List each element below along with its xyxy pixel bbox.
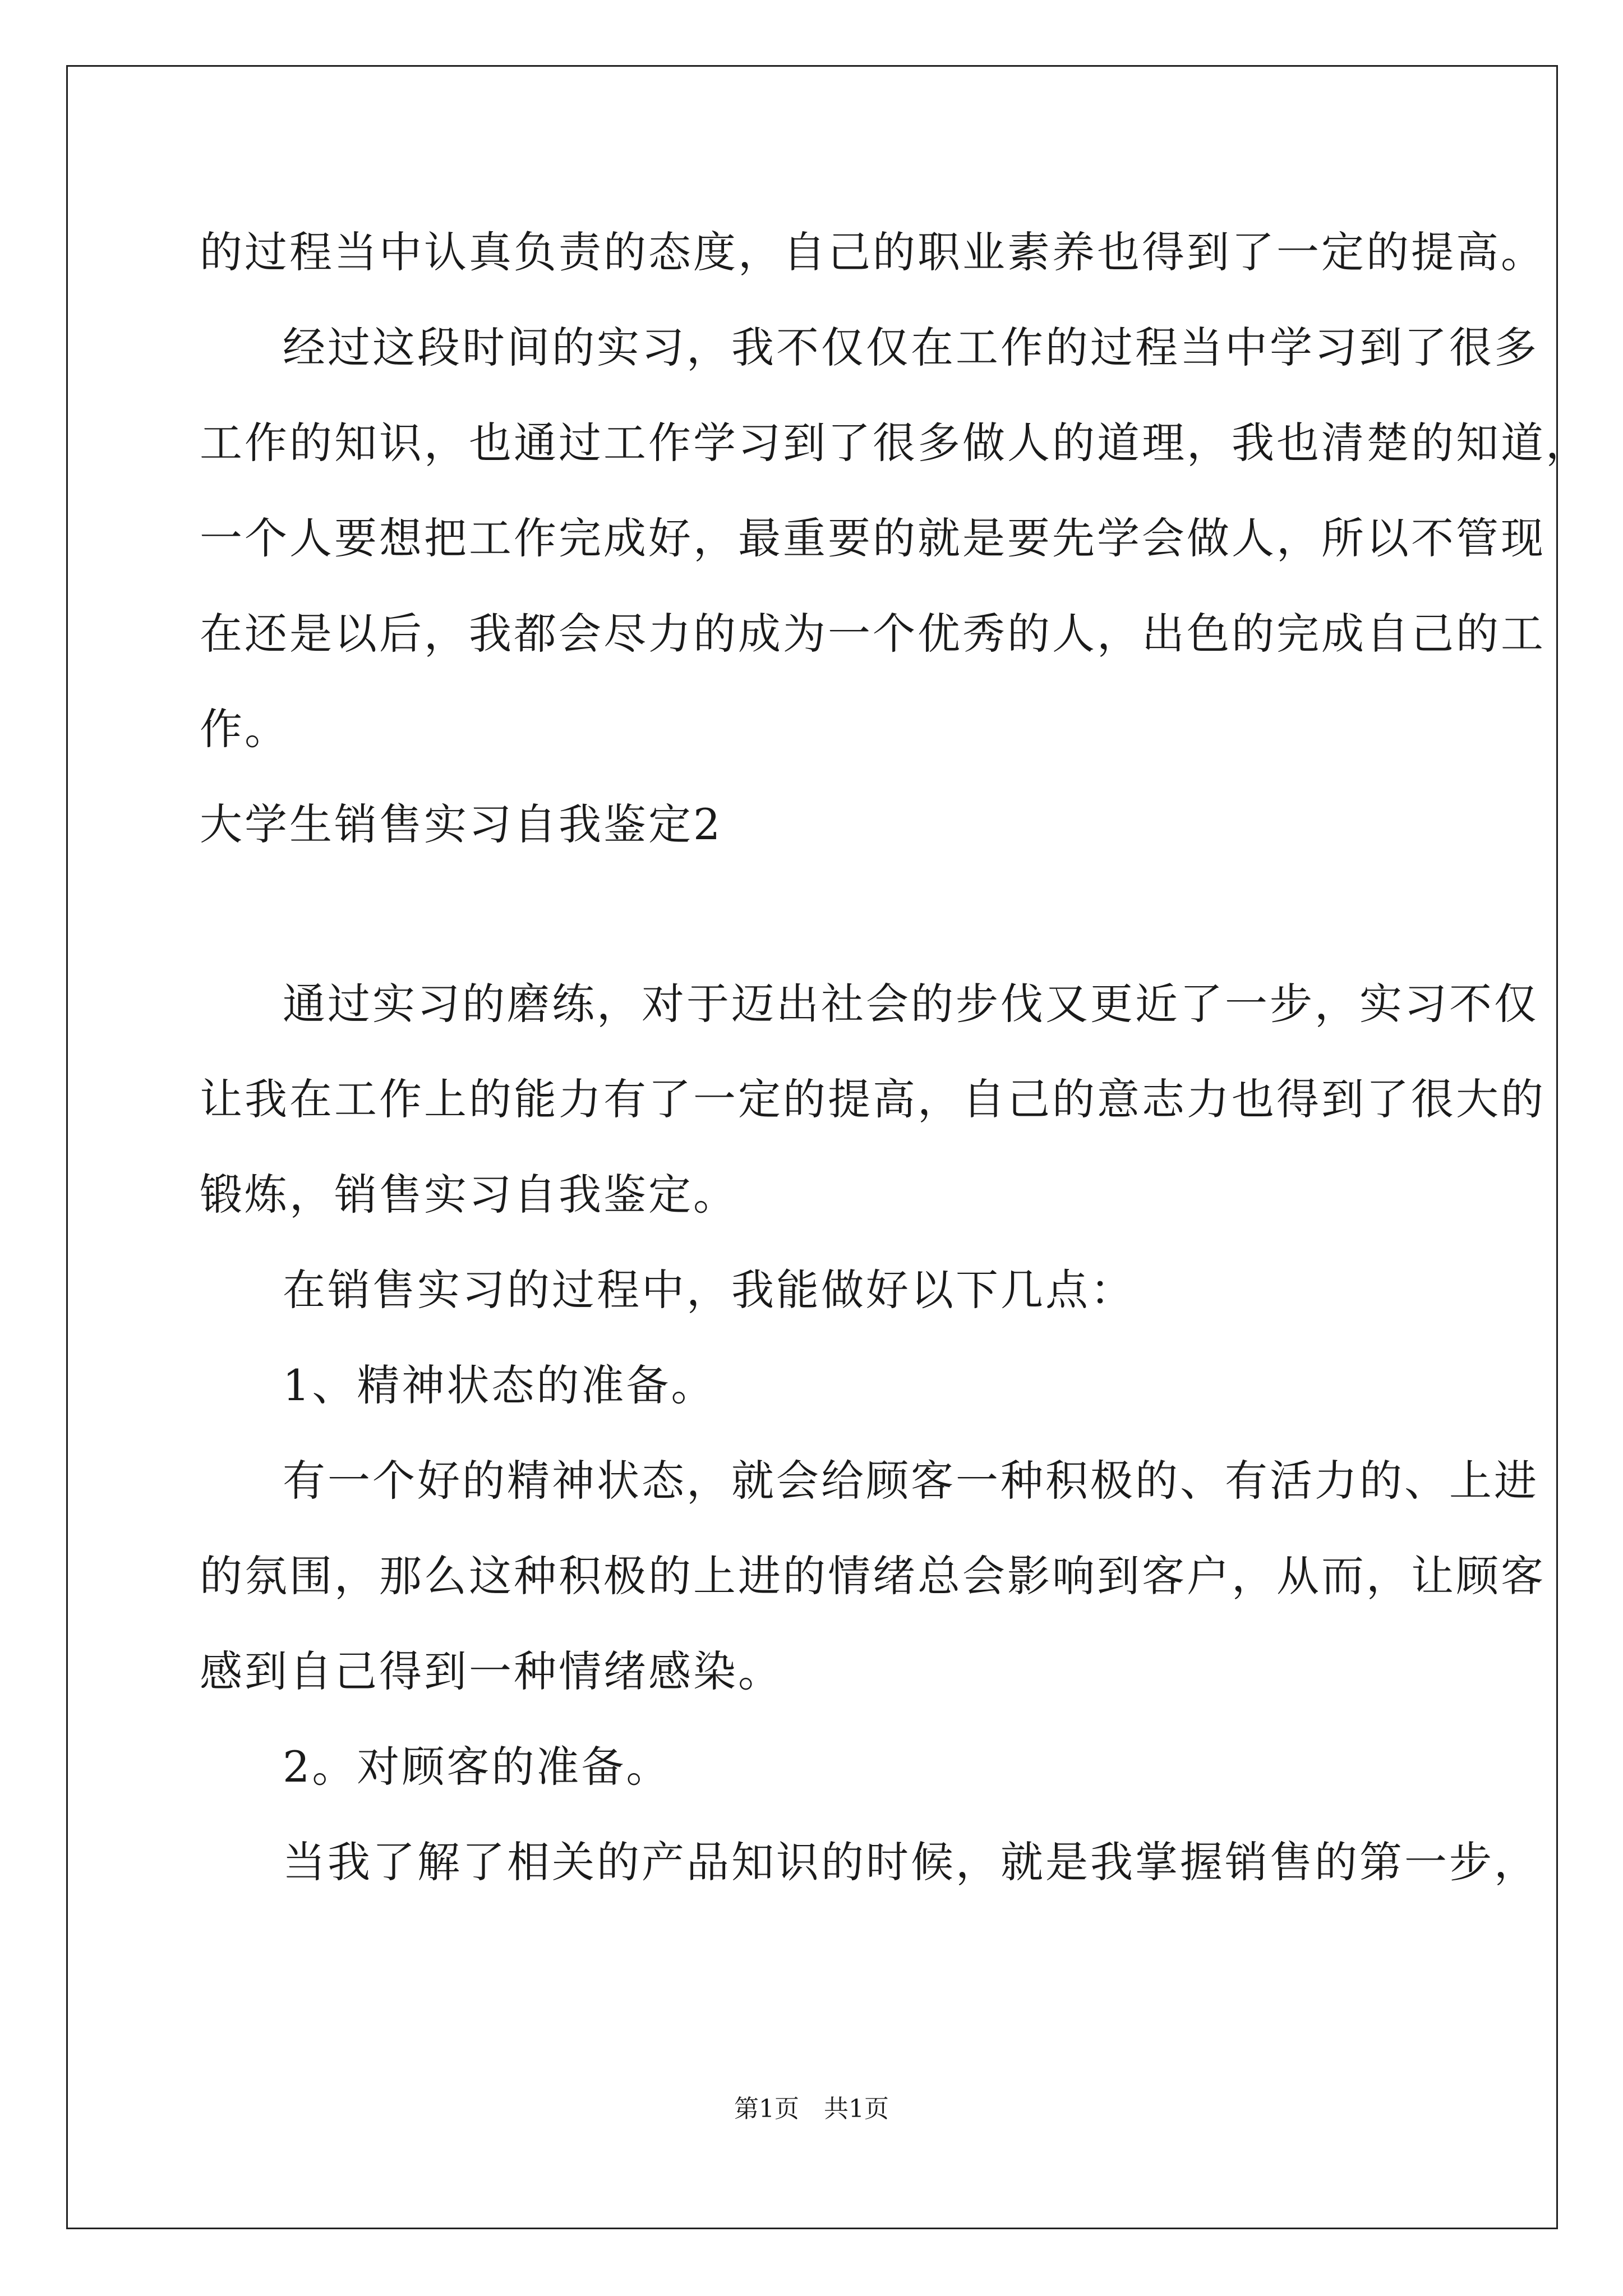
paragraph-first-line: 经过这段时间的实习，我不仅仅在工作的过程当中学习到了很多 (283, 323, 1539, 372)
body-line: 感到自己得到一种情绪感染。 (200, 1646, 783, 1696)
list-item-heading: 2。对顾客的准备。 (283, 1742, 671, 1792)
body-line: 在还是以后，我都会尽力的成为一个优秀的人，出色的完成自己的工 (200, 609, 1546, 659)
body-line: 的氛围，那么这种积极的上进的情绪总会影响到客户，从而，让顾客 (200, 1551, 1546, 1601)
body-line: 让我在工作上的能力有了一定的提高，自己的意志力也得到了很大的 (200, 1074, 1546, 1124)
body-line: 工作的知识，也通过工作学习到了很多做人的道理，我也清楚的知道， (200, 418, 1590, 468)
body-line: 锻炼，销售实习自我鉴定。 (200, 1170, 738, 1220)
paragraph-first-line: 通过实习的磨练，对于迈出社会的步伐又更近了一步，实习不仅 (283, 979, 1539, 1029)
body-line: 的过程当中认真负责的态度，自己的职业素养也得到了一定的提高。 (200, 227, 1546, 277)
section-heading: 大学生销售实习自我鉴定2 (200, 799, 723, 849)
paragraph-first-line: 有一个好的精神状态，就会给顾客一种积极的、有活力的、上进 (283, 1456, 1539, 1506)
body-line: 一个人要想把工作完成好，最重要的就是要先学会做人，所以不管现 (200, 513, 1546, 563)
paragraph-first-line: 在销售实习的过程中，我能做好以下几点： (283, 1265, 1135, 1315)
page-number-footer: 第1页 共1页 (734, 2095, 889, 2123)
body-line: 作。 (200, 704, 289, 754)
list-item-heading: 1、精神状态的准备。 (283, 1360, 716, 1410)
page-border (66, 65, 1558, 2229)
paragraph-first-line: 当我了解了相关的产品知识的时候，就是我掌握销售的第一步， (283, 1837, 1539, 1887)
